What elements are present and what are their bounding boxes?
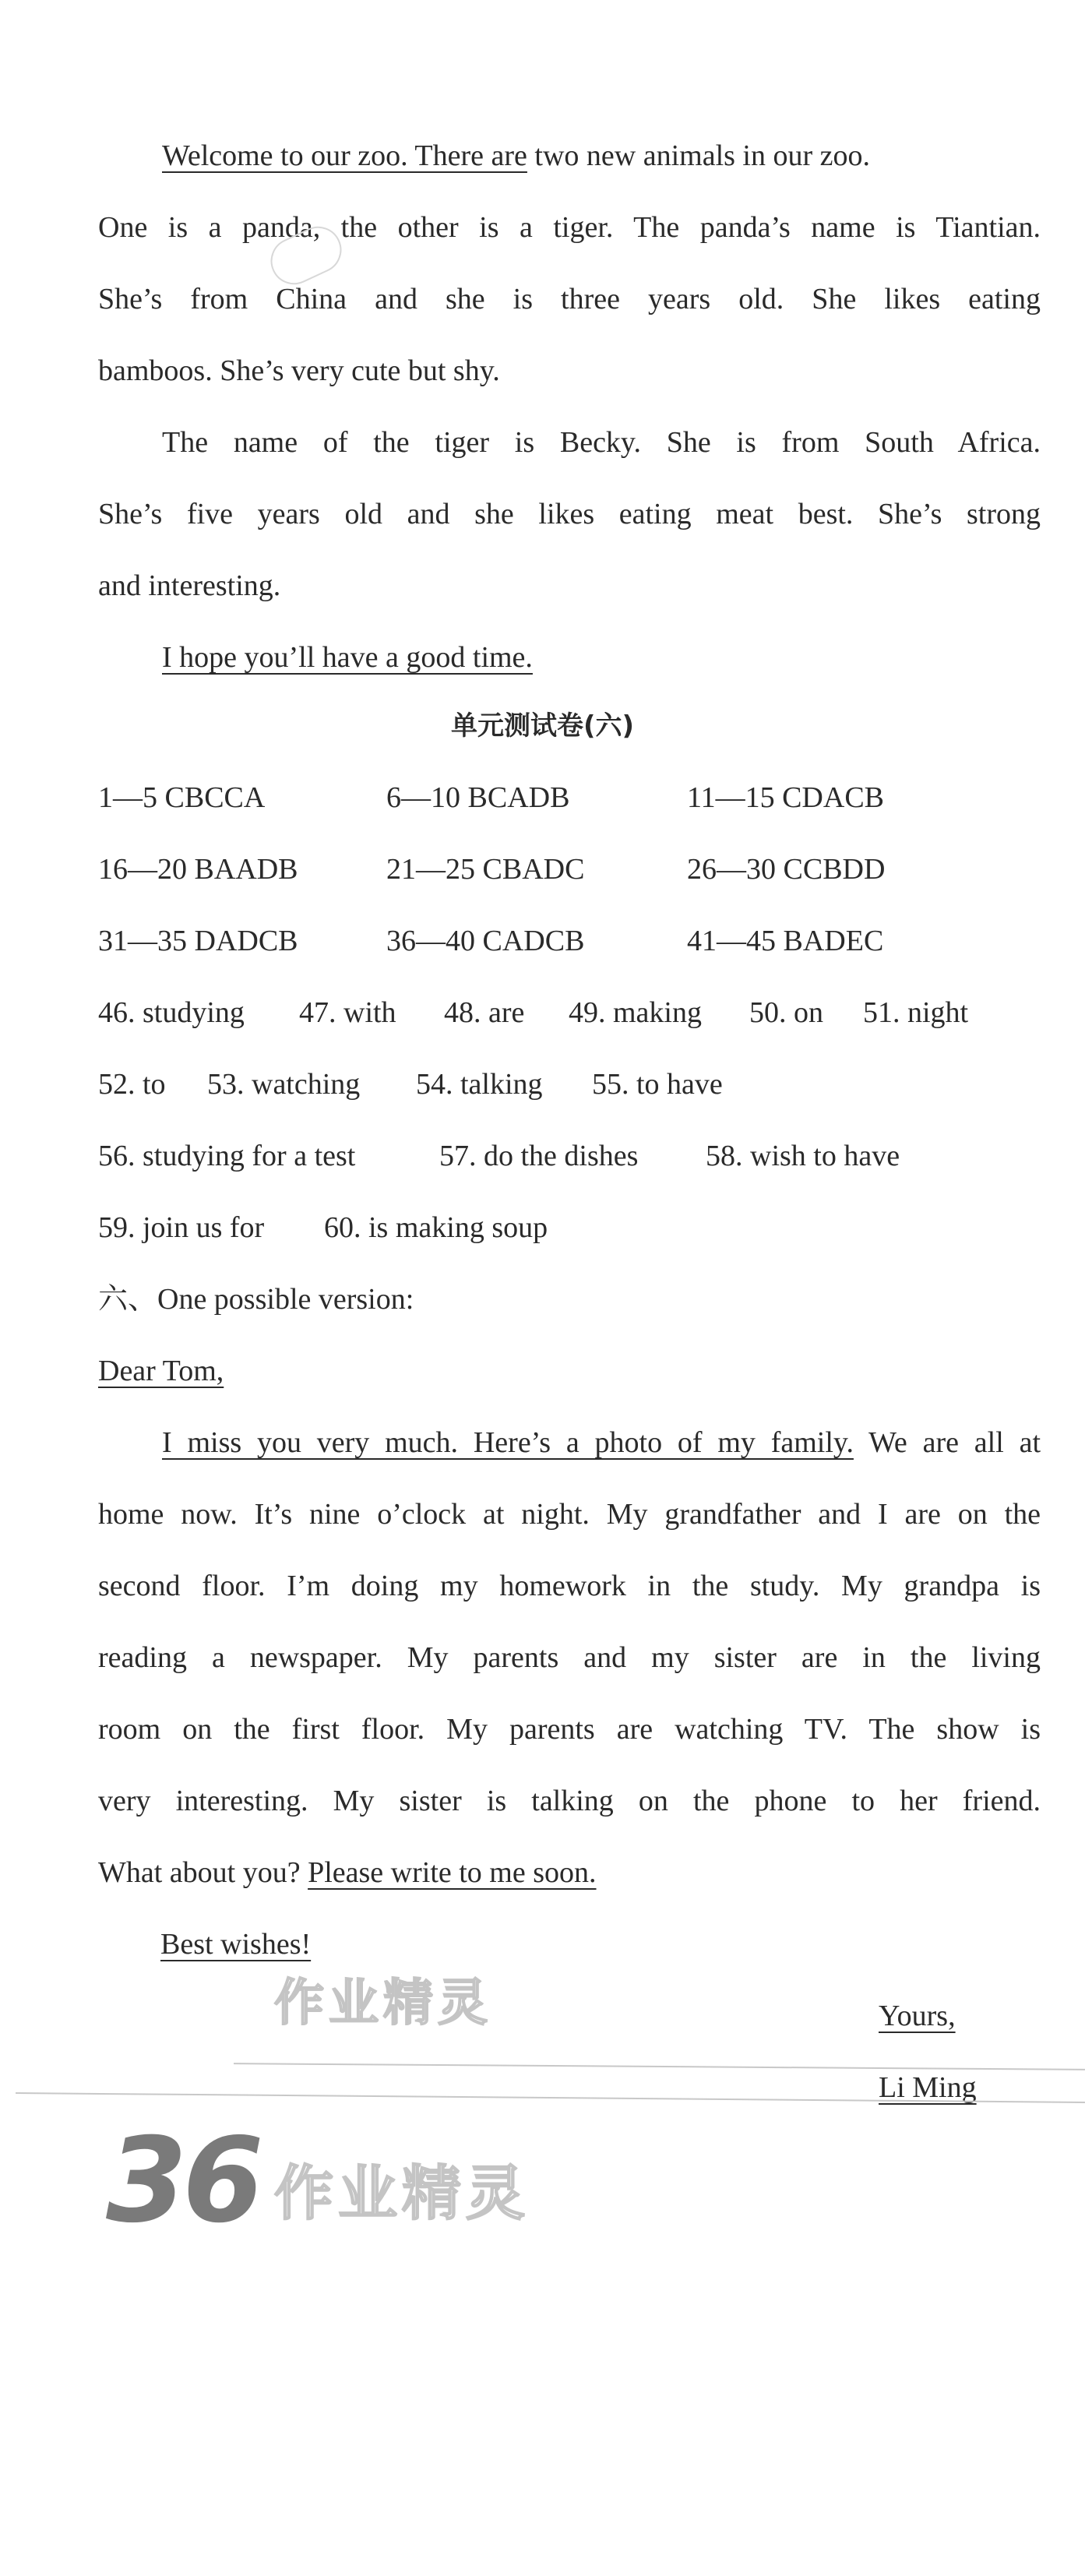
fill-answer: 55. to have <box>592 1068 723 1101</box>
fill-answer: 54. talking <box>416 1068 543 1101</box>
letter-line-7: What about you? Please write to me soon. <box>98 1856 597 1889</box>
passage-line-4: bamboos. She’s very cute but shy. <box>98 354 500 387</box>
yours: Yours, <box>879 2000 956 2032</box>
writing-heading: 六、One possible version: <box>98 1283 414 1316</box>
passage-line-8 <box>162 639 1041 676</box>
answer-group: 1—5 CBCCA <box>98 781 266 814</box>
fill-answer: 49. making <box>569 996 702 1029</box>
answer-group: 6—10 BCADB <box>386 781 570 814</box>
underlined-phrase: I hope you’ll have a good time. <box>162 641 533 674</box>
passage-line-2: One is a panda, the other is a tiger. The panda’s name is Tiantian. <box>98 211 1041 244</box>
fill-answer: 57. do the dishes <box>439 1140 639 1172</box>
underlined-phrase: Welcome to our zoo. There are <box>162 139 527 172</box>
fill-answer: 48. are <box>444 996 525 1029</box>
closing: Best wishes! <box>160 1928 312 1961</box>
fill-answer: 56. studying for a test <box>98 1140 356 1172</box>
underlined-phrase: I miss you very much. Here’s a photo of my family. <box>162 1426 854 1459</box>
fill-answer: 47. with <box>299 996 396 1029</box>
fill-answer: 60. is making soup <box>324 1211 548 1244</box>
fill-answer: 59. join us for <box>98 1211 265 1244</box>
watermark-text: 作业精灵 <box>274 2158 530 2228</box>
answer-group: 11—15 CDACB <box>687 781 885 814</box>
answer-group: 36—40 CADCB <box>386 925 585 957</box>
answer-group: 41—45 BADEC <box>687 925 884 957</box>
fill-answer: 58. wish to have <box>706 1140 900 1172</box>
fill-answer: 50. on <box>749 996 823 1029</box>
signature: Li Ming <box>879 2071 977 2104</box>
fill-answer: 46. studying <box>98 996 245 1029</box>
answer-group: 26—30 CCBDD <box>687 853 886 886</box>
section-title: 单元测试卷(六) <box>450 710 635 742</box>
passage-line-3: She’s from China and she is three years old. She likes eating <box>98 283 1041 315</box>
passage-line-1: Welcome to our zoo. There are two new animals in our zoo. <box>162 139 871 172</box>
watermark-text: 作业精灵 <box>274 1975 492 2032</box>
passage-line-5: The name of the tiger is Becky. She is from South Africa. <box>162 426 1041 459</box>
answer-group: 31—35 DADCB <box>98 925 298 957</box>
letter-line-3: second floor. I’m doing my homework in the study. My grandpa is <box>98 1570 1041 1602</box>
letter-line-2: home now. It’s nine o’clock at night. My grandfather and I are on the <box>98 1498 1041 1531</box>
page-number: 36 <box>106 2113 259 2249</box>
underlined-phrase: Please write to me soon. <box>308 1856 597 1889</box>
answer-group: 21—25 CBADC <box>386 853 585 886</box>
passage-line-6: She’s five years old and she likes eating meat best. She’s strong <box>98 498 1041 530</box>
fill-answer: 52. to <box>98 1068 166 1101</box>
salutation: Dear Tom, <box>98 1355 224 1387</box>
fill-answer: 53. watching <box>207 1068 361 1101</box>
letter-line-1: I miss you very much. Here’s a photo of my family. We are all at <box>162 1426 1041 1459</box>
passage-line-7: and interesting. <box>98 569 281 602</box>
scan-rule <box>234 2063 1085 2070</box>
answer-group: 16—20 BAADB <box>98 853 298 886</box>
letter-line-5: room on the first floor. My parents are watching TV. The show is <box>98 1713 1041 1746</box>
letter-line-6: very interesting. My sister is talking on the phone to her friend. <box>98 1785 1041 1817</box>
fill-answer: 51. night <box>863 996 969 1029</box>
letter-line-4: reading a newspaper. My parents and my sister are in the living <box>98 1641 1041 1674</box>
